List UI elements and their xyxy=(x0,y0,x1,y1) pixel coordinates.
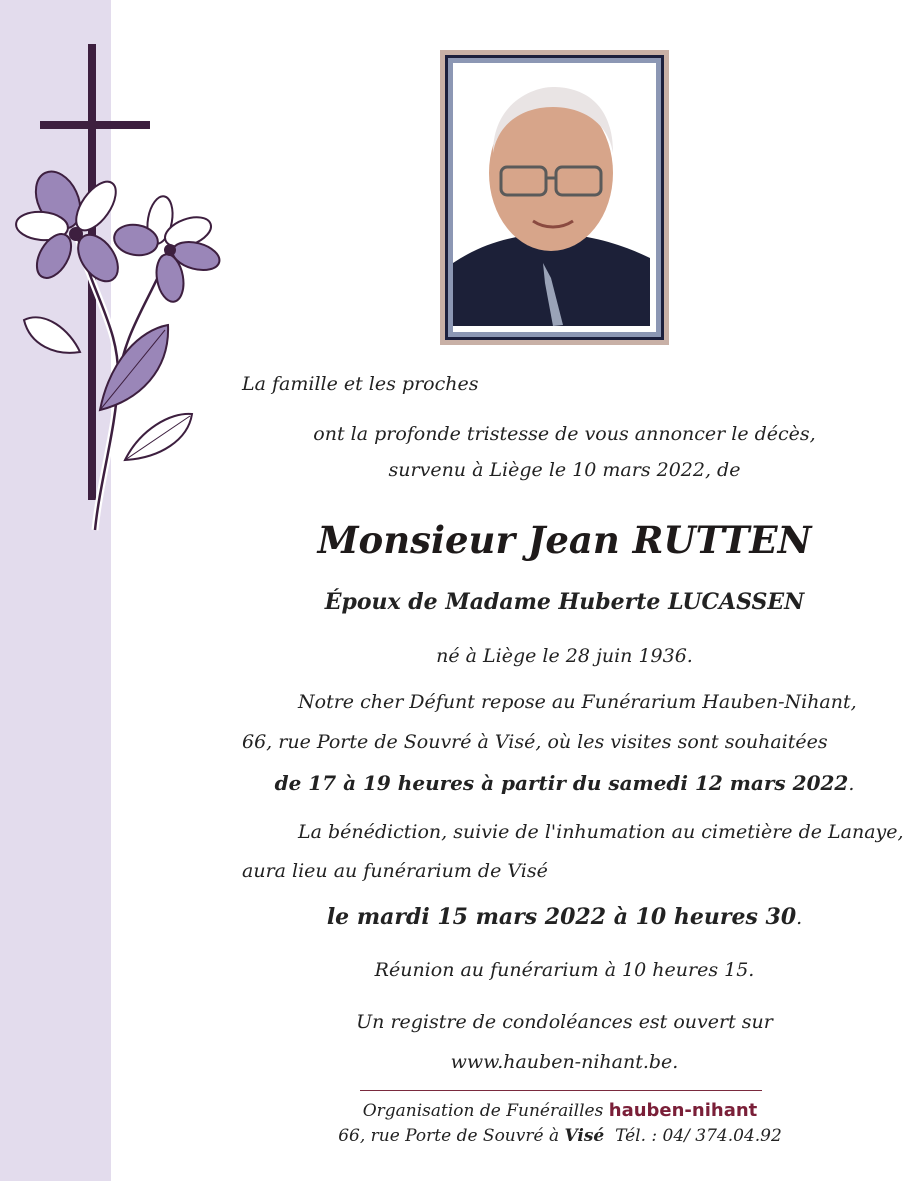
cross-flowers-ornament xyxy=(0,0,230,540)
footer-organisation xyxy=(300,1100,820,1122)
ceremony-line-2: aura lieu au funérarium de Visé xyxy=(242,860,548,882)
announcement-line-1: ont la profonde tristesse de vous annoncer le décès, xyxy=(313,423,816,445)
ceremony-datetime xyxy=(242,905,887,930)
footer-city: Visé xyxy=(564,1126,605,1146)
portrait-frame xyxy=(440,50,669,345)
ceremony-datetime-period: . xyxy=(796,907,803,929)
spouse-line: Époux de Madame Huberte LUCASSEN xyxy=(324,589,805,615)
visitation-hours xyxy=(242,771,887,796)
footer-divider xyxy=(360,1090,762,1091)
footer-brand-logo: hauben-nihant xyxy=(608,1100,758,1121)
ceremony-line-1: La bénédiction, suivie de l'inhumation au cimetière de Lanaye, xyxy=(298,821,904,843)
portrait-photo xyxy=(453,63,656,332)
leaf-left xyxy=(24,317,80,352)
footer-phone: Tél. : 04/ 374.04.92 xyxy=(615,1126,782,1146)
footer-address-prefix: 66, rue Porte de Souvré à xyxy=(338,1126,560,1146)
deceased-name: Monsieur Jean RUTTEN xyxy=(317,518,812,562)
reunion-line: Réunion au funérarium à 10 heures 15. xyxy=(374,959,755,981)
visitation-hours-period: . xyxy=(848,773,855,795)
ceremony-datetime-text: le mardi 15 mars 2022 à 10 heures 30 xyxy=(326,904,797,930)
intro-text: La famille et les proches xyxy=(242,373,479,395)
announcement-line-2: survenu à Liège le 10 mars 2022, de xyxy=(388,459,741,481)
visitation-hours-text: de 17 à 19 heures à partir du samedi 12 mars 2022 xyxy=(274,771,849,795)
flower-left xyxy=(15,164,126,288)
footer-address xyxy=(300,1125,820,1147)
flower-right xyxy=(112,194,223,304)
condolences-website[interactable]: www.hauben-nihant.be. xyxy=(450,1051,679,1073)
cross-horizontal-bar xyxy=(40,121,150,129)
condolences-line: Un registre de condoléances est ouvert sur xyxy=(356,1011,773,1033)
visitation-line-2: 66, rue Porte de Souvré à Visé, où les visites sont souhaitées xyxy=(242,731,828,753)
visitation-line-1: Notre cher Défunt repose au Funérarium Hauben-Nihant, xyxy=(298,691,857,713)
birth-line: né à Liège le 28 juin 1936. xyxy=(436,645,693,667)
footer-org-prefix: Organisation de Funérailles xyxy=(362,1101,604,1121)
